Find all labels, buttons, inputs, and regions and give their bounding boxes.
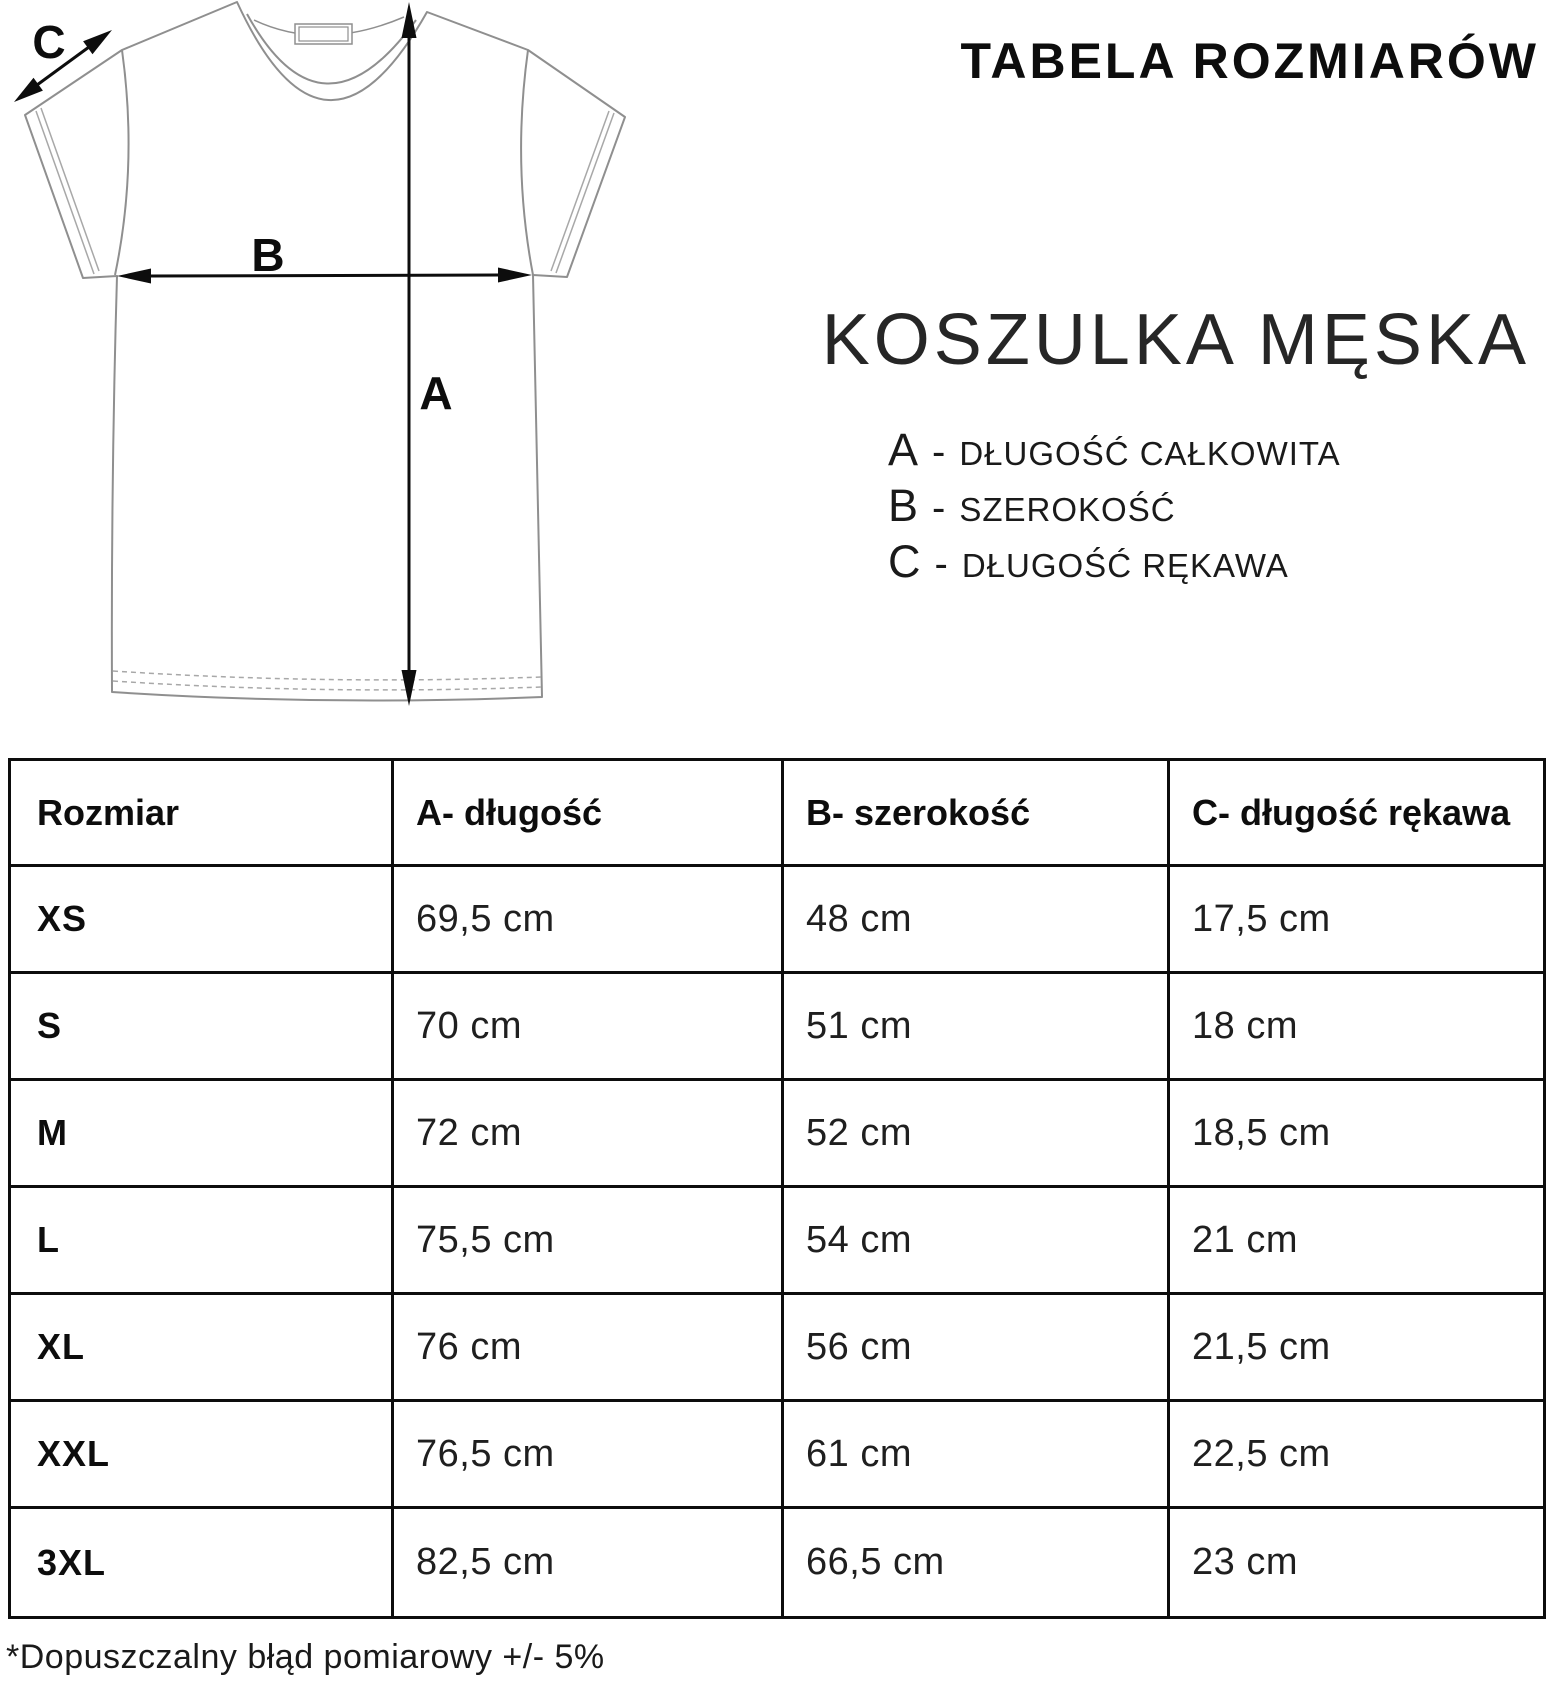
value-width: 51 cm <box>784 974 1170 1081</box>
legend-letter: C <box>888 536 921 587</box>
legend-item-b <box>888 480 1341 536</box>
value-sleeve: 17,5 cm <box>1170 867 1543 974</box>
size-table <box>8 758 1546 1619</box>
size-label: M <box>11 1081 394 1188</box>
value-width: 54 cm <box>784 1188 1170 1295</box>
value-length: 70 cm <box>394 974 784 1081</box>
value-width: 61 cm <box>784 1402 1170 1509</box>
measurement-legend <box>888 424 1341 592</box>
value-length: 75,5 cm <box>394 1188 784 1295</box>
legend-separator: - <box>932 486 946 530</box>
legend-letter: A <box>888 424 919 475</box>
size-label: XXL <box>11 1402 394 1509</box>
legend-item-c <box>888 536 1341 592</box>
value-length: 82,5 cm <box>394 1509 784 1616</box>
size-label: L <box>11 1188 394 1295</box>
value-sleeve: 22,5 cm <box>1170 1402 1543 1509</box>
value-length: 76,5 cm <box>394 1402 784 1509</box>
legend-label: DŁUGOŚĆ CAŁKOWITA <box>959 435 1341 472</box>
value-width: 48 cm <box>784 867 1170 974</box>
value-width: 66,5 cm <box>784 1509 1170 1616</box>
value-width: 52 cm <box>784 1081 1170 1188</box>
column-header-size: Rozmiar <box>11 761 394 867</box>
product-name: KOSZULKA MĘSKA <box>821 300 1530 380</box>
value-sleeve: 18,5 cm <box>1170 1081 1543 1188</box>
value-length: 76 cm <box>394 1295 784 1402</box>
diagram-label-a: A <box>419 367 453 419</box>
value-length: 69,5 cm <box>394 867 784 974</box>
size-label: XS <box>11 867 394 974</box>
legend-label: DŁUGOŚĆ RĘKAWA <box>961 547 1289 584</box>
value-sleeve: 21,5 cm <box>1170 1295 1543 1402</box>
value-sleeve: 21 cm <box>1170 1188 1543 1295</box>
value-sleeve: 18 cm <box>1170 974 1543 1081</box>
size-label: XL <box>11 1295 394 1402</box>
tshirt-outline <box>25 2 625 701</box>
value-length: 72 cm <box>394 1081 784 1188</box>
legend-item-a <box>888 424 1341 480</box>
legend-label: SZEROKOŚĆ <box>959 491 1176 528</box>
page-title: TABELA ROZMIARÓW <box>960 33 1539 89</box>
legend-separator: - <box>932 430 946 474</box>
value-sleeve: 23 cm <box>1170 1509 1543 1616</box>
column-header-width: B- szerokość <box>784 761 1170 867</box>
neck-label-inner <box>299 27 348 41</box>
legend-separator: - <box>934 542 948 586</box>
diagram-label-b: B <box>251 229 285 281</box>
legend-letter: B <box>888 480 919 531</box>
measurement-tolerance-note: *Dopuszczalny błąd pomiarowy +/- 5% <box>6 1638 605 1676</box>
size-label: 3XL <box>11 1509 394 1616</box>
column-header-sleeve: C- długość rękawa <box>1170 761 1543 867</box>
value-width: 56 cm <box>784 1295 1170 1402</box>
size-label: S <box>11 974 394 1081</box>
tshirt-diagram <box>0 0 660 710</box>
column-header-length: A- długość <box>394 761 784 867</box>
diagram-label-c: C <box>32 16 66 68</box>
